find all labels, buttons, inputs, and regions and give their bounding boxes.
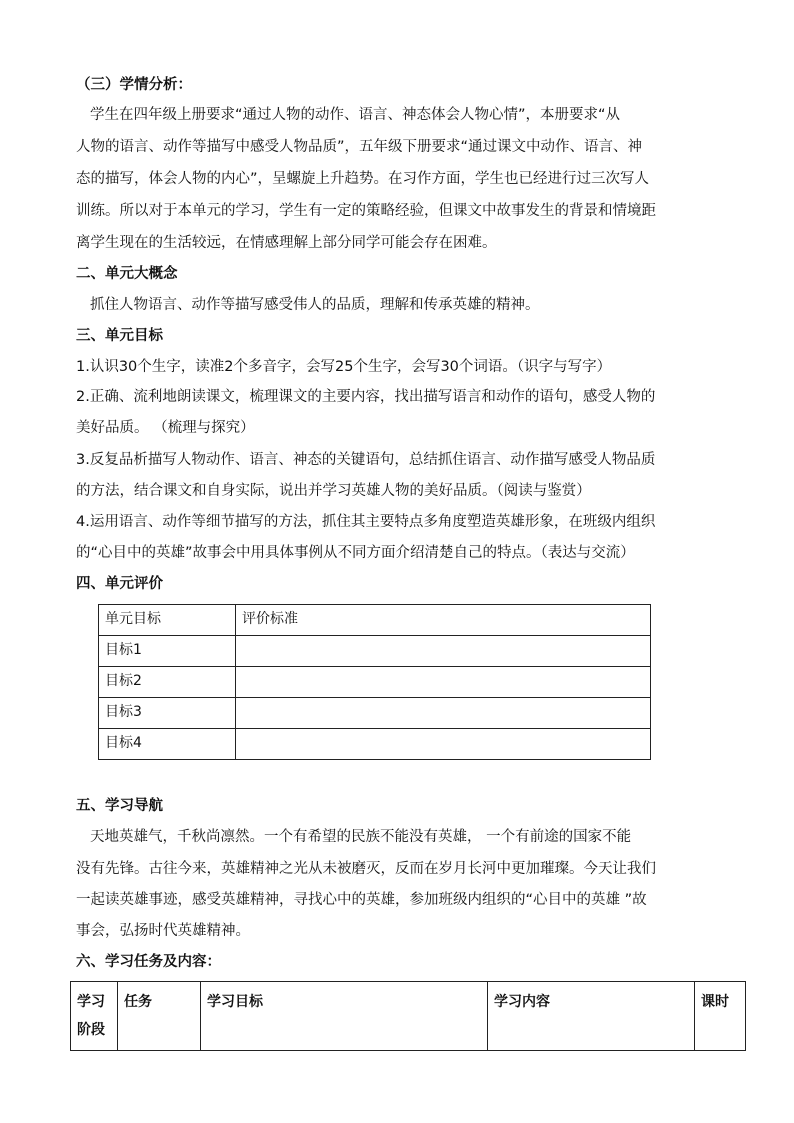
table-header-cell: 学习目标 — [201, 982, 488, 1051]
paragraph-line: 训练。所以对于本单元的学习，学生有一定的策略经验，但课文中故事发生的背景和情境距 — [76, 203, 656, 219]
section-heading-learner-analysis: （三）学情分析： — [76, 77, 192, 93]
goal-line: 2.正确、流利地朗读课文，梳理课文的主要内容，找出描写语言和动作的语句，感受人物的 — [76, 389, 656, 405]
table-row — [99, 729, 651, 760]
concept-text: 抓住人物语言、动作等描写感受伟人的品质，理解和传承英雄的精神。 — [90, 297, 540, 313]
goal-line: 美好品质。 （梳理与探究） — [76, 420, 255, 436]
table-cell — [236, 729, 651, 760]
table-header-cell: 课时 — [695, 982, 746, 1051]
table-cell: 目标2 — [99, 667, 236, 698]
paragraph-line: 离学生现在的生活较远，在情感理解上部分同学可能会存在困难。 — [76, 235, 497, 251]
table-cell — [236, 667, 651, 698]
table-cell: 目标4 — [99, 729, 236, 760]
paragraph-line: 人物的语言、动作等描写中感受人物品质”，五年级下册要求“通过课文中动作、语言、神 — [76, 139, 643, 155]
section-heading-unit-goals: 三、单元目标 — [76, 328, 163, 344]
table-cell: 目标1 — [99, 636, 236, 667]
goal-line: 的“心目中的英雄”故事会中用具体事例从不同方面介绍清楚自己的特点。（表达与交流） — [76, 545, 635, 561]
paragraph-line: 态的描写，体会人物的内心”，呈螺旋上升趋势。在习作方面，学生也已经进行过三次写人 — [76, 171, 650, 187]
table-row — [99, 698, 651, 729]
section-heading-big-concept: 二、单元大概念 — [76, 266, 178, 282]
table-header-row — [71, 982, 746, 1051]
paragraph-line: 学生在四年级上册要求“通过人物的动作、语言、神态体会人物心情”，本册要求“从 — [90, 107, 621, 123]
goal-line: 3.反复品析描写人物动作、语言、神态的关键语句，总结抓住语言、动作描写感受人物品质 — [76, 452, 656, 468]
evaluation-table — [98, 604, 651, 760]
table-cell: 目标3 — [99, 698, 236, 729]
tasks-table — [70, 981, 746, 1051]
table-cell — [236, 698, 651, 729]
section-heading-unit-evaluation: 四、单元评价 — [76, 576, 163, 592]
table-header-cell: 学习内容 — [488, 982, 695, 1051]
table-header-cell: 学习阶段 — [71, 982, 118, 1051]
table-header-cell: 评价标准 — [236, 605, 651, 636]
navigation-line: 没有先锋。古往今来，英雄精神之光从未被磨灭，反而在岁月长河中更加璀璨。今天让我们 — [76, 861, 656, 877]
navigation-line: 事会，弘扬时代英雄精神。 — [76, 923, 250, 939]
table-header-row — [99, 605, 651, 636]
goal-line: 的方法，结合课文和自身实际，说出并学习英雄人物的美好品质。（阅读与鉴赏） — [76, 483, 591, 499]
table-row — [99, 636, 651, 667]
goal-line: 1.认识30个生字，读准2个多音字，会写25个生字，会写30个词语。（识字与写字） — [76, 359, 612, 375]
section-heading-learning-navigation: 五、学习导航 — [76, 798, 163, 814]
navigation-line: 天地英雄气，千秋尚凛然。一个有希望的民族不能没有英雄， 一个有前途的国家不能 — [90, 829, 632, 845]
table-header-cell: 任务 — [118, 982, 201, 1051]
table-header-cell: 单元目标 — [99, 605, 236, 636]
navigation-line: 一起读英雄事迹，感受英雄精神，寻找心中的英雄，参加班级内组织的“心目中的英雄 ”故 — [76, 892, 647, 908]
table-row — [99, 667, 651, 698]
table-cell — [236, 636, 651, 667]
section-heading-learning-tasks: 六、学习任务及内容： — [76, 954, 221, 970]
goal-line: 4.运用语言、动作等细节描写的方法，抓住其主要特点多角度塑造英雄形象，在班级内组织 — [76, 514, 656, 530]
